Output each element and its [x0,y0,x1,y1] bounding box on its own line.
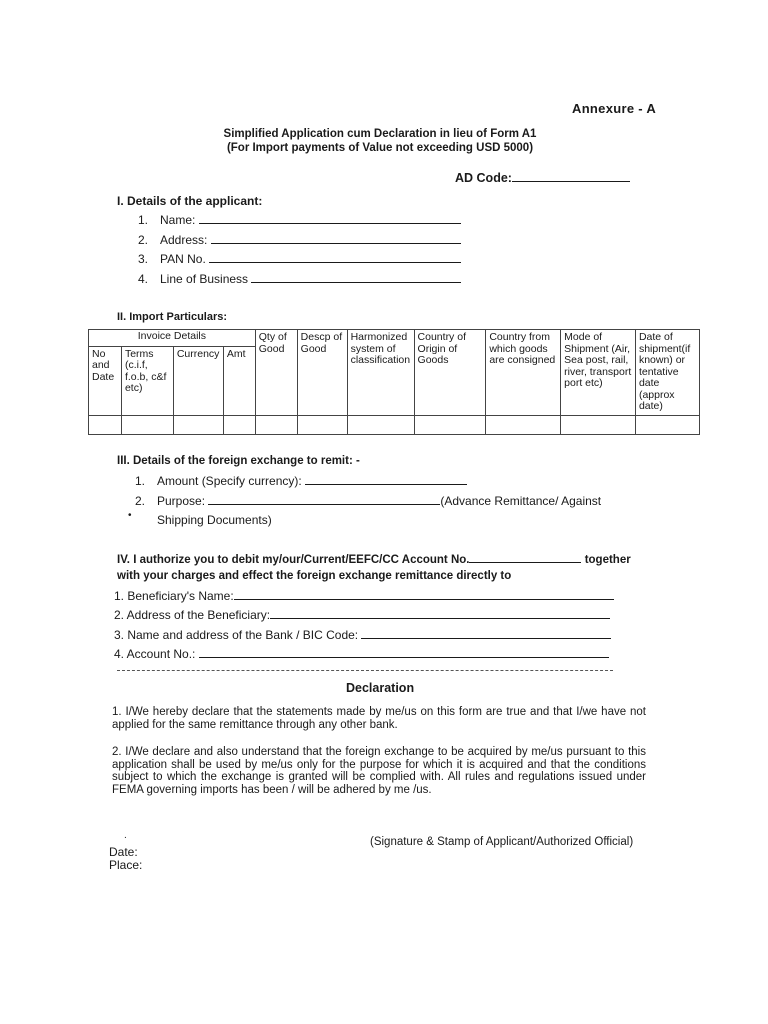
bullet-mark: • [128,510,132,521]
applicant-business-label: Line of Business [160,272,249,286]
import-particulars-table [88,329,700,435]
ad-code-field[interactable] [512,170,630,182]
country-origin-header: Country of Origin of Goods [414,330,486,416]
bank-bic-field[interactable] [361,627,611,639]
applicant-pan-label: PAN No. [160,252,206,266]
annexure-label: Annexure - A [572,101,657,116]
applicant-name-row: 1. Name: [138,212,461,227]
harmonized-header: Harmonized system of classification [347,330,414,416]
form-title: Simplified Application cum Declaration in lieu of Form A1 [223,128,537,140]
mode-shipment-header: Mode of Shipment (Air, Sea post, rail, river, transport port etc) [561,330,636,416]
country-from-header: Country from which goods are consigned [486,330,561,416]
authorization-line2: with your charges and effect the foreign exchange remittance directly to [117,570,512,582]
amount-row: 1. Amount (Specify currency): [135,473,467,488]
table-cell[interactable] [486,415,561,434]
declaration-para-1: 1. I/We hereby declare that the statements made by me/us on this form are true and that I/we have not applied for the same remittance through any other bank. [112,706,646,731]
date-shipment-header: Date of shipment(if known) or tentative date (approx date) [635,330,699,416]
account-no-field[interactable] [469,551,581,563]
section-import-heading: II. Import Particulars: [117,311,228,323]
table-header-row [89,330,700,347]
applicant-address-label: Address: [160,233,208,247]
section-forex-heading: III. Details of the foreign exchange to remit: - [117,455,360,467]
ad-code-row [455,170,630,185]
purpose-continuation: Shipping Documents) [157,513,272,527]
form-subtitle: (For Import payments of Value not exceeding USD 5000) [226,142,534,154]
table-cell[interactable] [223,415,255,434]
date-label: Date: [109,845,138,859]
applicant-address-field[interactable] [211,232,461,244]
currency-header: Currency [173,346,223,415]
amount-field[interactable] [305,473,467,485]
authorization-line1 [117,551,631,566]
beneficiary-account-field[interactable] [199,646,609,658]
table-cell[interactable] [173,415,223,434]
applicant-business-field[interactable] [251,271,461,283]
account-no-row [114,646,609,661]
beneficiary-address-field[interactable] [270,607,610,619]
purpose-row: 2. Purpose: (Advance Remittance/ Against [135,494,602,508]
amount-label: Amount (Specify currency): [157,474,302,488]
applicant-business-row: 4. Line of Business [138,271,461,286]
applicant-pan-row: 3. PAN No. [138,251,461,266]
signature-label: (Signature & Stamp of Applicant/Authorized Official) [370,836,634,848]
authorization-text: IV. I authorize you to debit my/our/Current/EEFC/CC Account No. [117,554,470,566]
beneficiary-name-field[interactable] [234,588,614,600]
authorization-together: together [584,554,631,566]
section-applicant-heading: I. Details of the applicant: [117,194,263,208]
bullet-mark: . [124,830,127,841]
terms-header: Terms (c.i.f, f.o.b, c&f etc) [121,346,173,415]
table-cell[interactable] [89,415,122,434]
applicant-pan-field[interactable] [209,251,461,263]
purpose-label: Purpose: [157,494,206,508]
applicant-address-row: 2. Address: [138,232,461,247]
table-cell[interactable] [414,415,486,434]
account-no-label: 4. Account No.: [114,647,196,661]
table-cell[interactable] [635,415,699,434]
beneficiary-address-label: 2. Address of the Beneficiary: [114,608,271,622]
table-row [89,415,700,434]
bank-bic-row [114,627,611,642]
beneficiary-name-row [114,588,614,603]
purpose-suffix: (Advance Remittance/ Against [440,494,602,508]
declaration-para-2: 2. I/We declare and also understand that the foreign exchange to be acquired by me/us pursuant to this application shall be used by me/us only for the purpose for which it is acquired and that the conditions subject to which the exchange is granted will be complied with. All rules and regulations issued under FEMA governing imports has been / will be adhered by me /us. [112,746,646,796]
descp-header: Descp of Good [297,330,347,416]
bank-bic-label: 3. Name and address of the Bank / BIC Code: [114,628,359,642]
ad-code-label: AD Code: [455,171,512,185]
table-cell[interactable] [347,415,414,434]
declaration-title: Declaration [346,681,415,695]
applicant-name-label: Name: [160,213,196,227]
divider [117,670,613,671]
place-label: Place: [109,858,143,872]
table-cell[interactable] [255,415,297,434]
amt-header: Amt [223,346,255,415]
table-cell[interactable] [561,415,636,434]
beneficiary-address-row [114,607,610,622]
no-date-header: No and Date [89,346,122,415]
table-cell[interactable] [297,415,347,434]
applicant-name-field[interactable] [199,212,461,224]
purpose-field[interactable] [208,493,440,505]
table-cell[interactable] [121,415,173,434]
invoice-details-header: Invoice Details [89,330,256,347]
qty-header: Qty of Good [255,330,297,416]
beneficiary-name-label: 1. Beneficiary's Name: [114,589,234,603]
